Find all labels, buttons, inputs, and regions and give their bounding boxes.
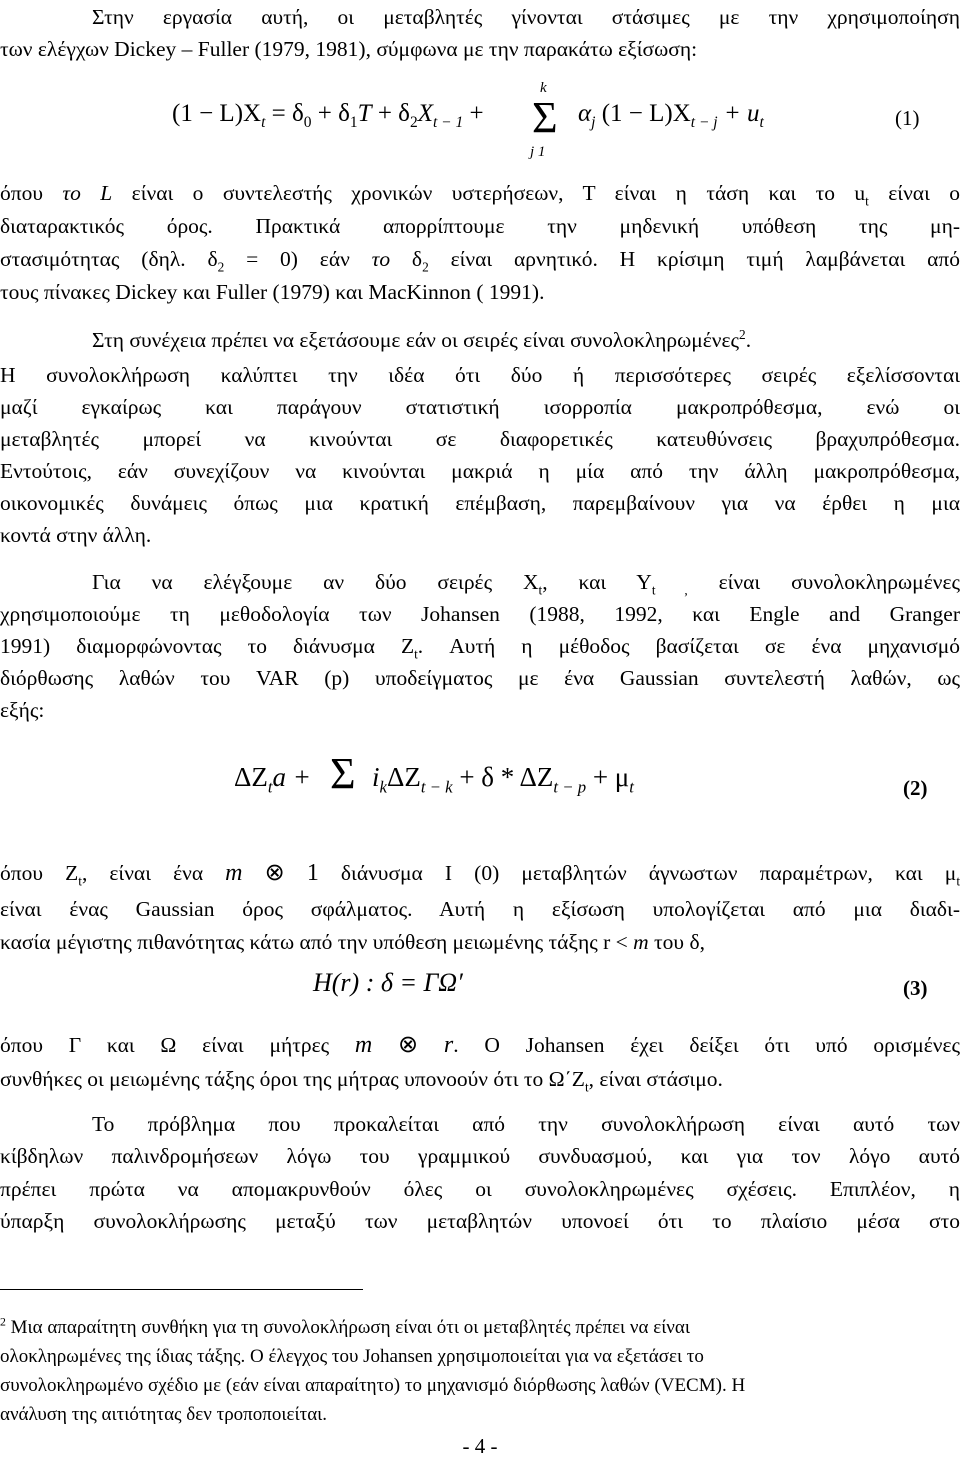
paragraph-2-line-4: τους πίνακες Dickey και Fuller (1979) και MacKinnon ( 1991). [0, 280, 545, 304]
summation-sign: Σ [532, 93, 558, 142]
paragraph-4-line-1: Για να ελέγξουμε αν δύο σειρές $X_t$, και $\Upsilon_{t ,}$ είναι συνολοκληρωμένες [92, 570, 960, 598]
footnote-marker: 2 [0, 1315, 6, 1329]
sum-lower-limit: j 1 [530, 144, 546, 160]
paragraph-2-line-1: όπου το L είναι ο συντελεστής χρονικών υστερήσεων, Τ είναι η τάση και το $u_t$ είναι ο [0, 181, 960, 209]
paragraph-1-line-1: Στην εργασία αυτή, οι μεταβλητές γίνονται στάσιμες με την χρησιμοποίηση [92, 5, 960, 29]
equation-3-number: (3) [903, 976, 928, 1000]
paragraph-4-line-3: 1991) διαμορφώνοντας το διάνυσμα $Z_t$. Αυτή η μέθοδος βασίζεται σε ένα μηχανισμό [0, 634, 960, 662]
footnote-separator [0, 1289, 363, 1290]
equation-2-tail: $i_k\Delta Z_{t - k} + \delta * \Delta Z_{t - p} + \mu_t$ [372, 762, 634, 797]
equation-1-body: $(1 - L)X_t = \delta_0 + \delta_1T + \delta_2X_{t - 1}$ + [172, 100, 484, 131]
footnote-line-1: $^2$ Μια απαραίτητη συνθήκη για τη συνολοκλήρωση είναι ότι οι μεταβλητές πρέπει να είναι [0, 1315, 690, 1338]
equation-2-body: $\Delta Z_ta$ + [234, 762, 311, 797]
footnote-line-4: ανάλυση της αιτιότητας δεν τροποποιείται. [0, 1404, 328, 1425]
equation-2-number: (2) [903, 776, 928, 800]
paragraph-6-line-2: συνθήκες οι μειωμένης τάξης όροι της μήτρας υπονοούν ότι το $\Omega΄Z_t$, είναι στάσιμο. [0, 1067, 723, 1095]
footnote-line-2: ολοκληρωμένες της ίδιας τάξης. Ο έλεγχος του Johansen χρησιμοποιείται για να εξετάσει το [0, 1346, 704, 1367]
equation-1-tail: $\alpha_j$ $(1 - L)X_{t - j} + u_t$ [578, 100, 764, 131]
paragraph-3-line-6: οικονομικές δυνάμεις όπως μια κρατική επέμβαση, παρεμβαίνουν για να έρθει η μια [0, 491, 960, 515]
paragraph-7-line-3: πρέπει πρώτα να απομακρυνθούν όλες οι συνολοκληρωμένες σχέσεις. Επιπλέον, η [0, 1177, 960, 1201]
paragraph-7-line-4: ύπαρξη συνολοκλήρωσης μεταξύ των μεταβλητών υπονοεί ότι το πλαίσιο μέσα στο [0, 1209, 960, 1233]
paragraph-7-line-1: Το πρόβλημα που προκαλείται από την συνολοκλήρωση είναι αυτό των [92, 1112, 960, 1136]
paragraph-2-line-3: στασιμότητας (δηλ. $\delta_2 = 0$) εάν το $\delta_2$ είναι αρνητικό. Η κρίσιμη τιμή λαμβάνεται από [0, 247, 960, 275]
footnote-line-3: συνολοκληρωμένο σχέδιο με (εάν είναι απαραίτητο) το μηχανισμό διόρθωσης λαθών (VECM). Η [0, 1375, 746, 1396]
paragraph-2-line-2: διαταρακτικός όρος. Πρακτικά απορρίπτουμε την μηδενική υπόθεση της μη- [0, 214, 960, 238]
equation-3-body: H(r) : δ = ΓΩ′ [313, 968, 463, 997]
paragraph-4-line-5: εξής: [0, 698, 45, 722]
paragraph-3-line-1: Στη συνέχεια πρέπει να εξετάσουμε εάν οι σειρές είναι συνολοκληρωμένες$^2$. [92, 326, 752, 352]
paragraph-5-line-3: κασία μέγιστης πιθανότητας κάτω από την υπόθεση μειωμένης τάξης r < m του δ, [0, 930, 705, 954]
paragraph-3-line-7: κοντά στην άλλη. [0, 523, 152, 547]
paragraph-6-line-1: όπου Γ και Ω είναι μήτρες m ⊗ r. Ο Johansen έχει δείξει ότι υπό ορισμένες [0, 1032, 960, 1058]
paragraph-3-line-4: μεταβλητές μπορεί να κινούνται σε διαφορετικές κατευθύνσεις βραχυπρόθεσμα. [0, 427, 960, 451]
summation-sign: Σ [330, 749, 356, 798]
paragraph-3-line-5: Εντούτοις, εάν συνεχίζουν να κινούνται μακριά η μία από την άλλη μακροπρόθεσμα, [0, 459, 960, 483]
paragraph-4-line-2: χρησιμοποιούμε τη μεθοδολογία των Johansen (1988, 1992, και Engle and Granger [0, 602, 960, 626]
paragraph-3-line-3: μαζί εγκαίρως και παράγουν στατιστική ισορροπία μακροπρόθεσμα, ενώ οι [0, 395, 960, 419]
paragraph-1-line-2: των ελέγχων Dickey – Fuller (1979, 1981), σύμφωνα με την παρακάτω εξίσωση: [0, 37, 698, 61]
paragraph-5-line-1: όπου $Z_t$, είναι ένα m ⊗ 1 διάνυσμα Ι (0) μεταβλητών άγνωστων παραμέτρων, και $\mu_t$ [0, 860, 960, 889]
paragraph-3-line-2: Η συνολοκλήρωση καλύπτει την ιδέα ότι δύο ή περισσότερες σειρές εξελίσσονται [0, 363, 960, 387]
sum-upper-limit: k [540, 80, 547, 96]
paragraph-7-line-2: κίβδηλων παλινδρομήσεων λόγω του γραμμικού συνδυασμού, και για τον λόγο αυτό [0, 1144, 960, 1168]
equation-1-number: (1) [895, 106, 920, 130]
page-number: - 4 - [462, 1434, 498, 1458]
paragraph-5-line-2: είναι ένας Gaussian όρος σφάλματος. Αυτή η εξίσωση υπολογίζεται από μια διαδι- [0, 897, 960, 921]
paragraph-4-line-4: διόρθωσης λαθών του VAR (p) υποδείγματος με ένα Gaussian συντελεστή λαθών, ως [0, 666, 960, 690]
